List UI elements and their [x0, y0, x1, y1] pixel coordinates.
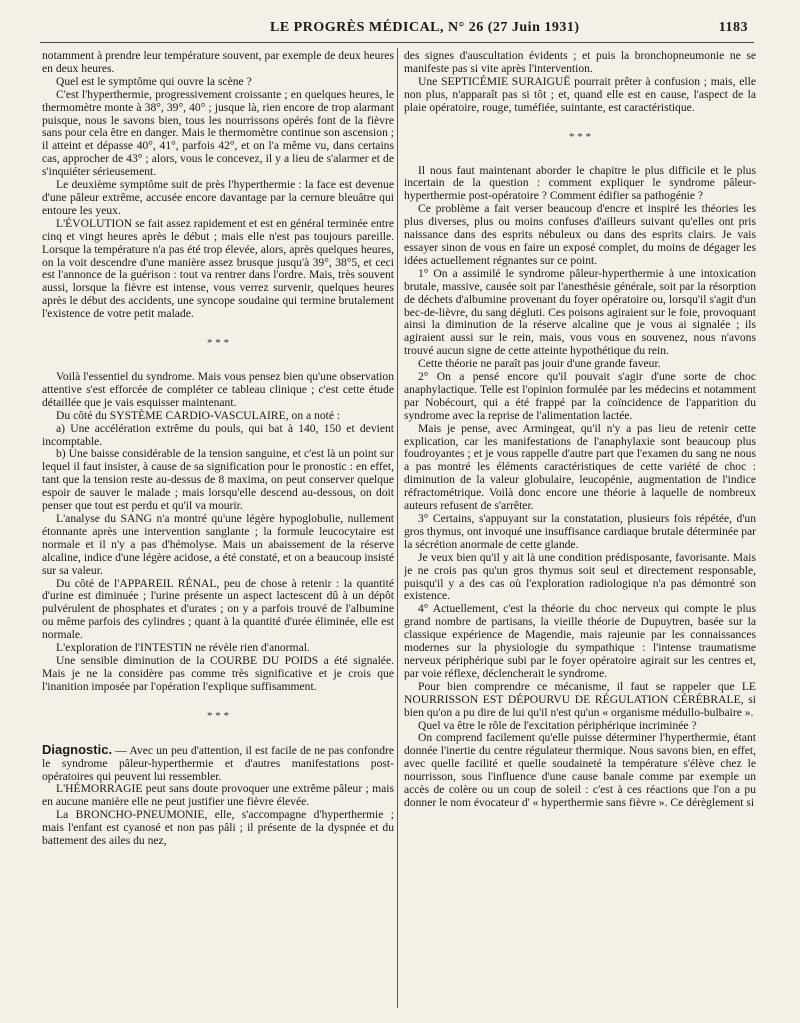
paragraph: 4° Actuellement, c'est la théorie du choc nerveux qui compte le plus grand nombre de partisans, la vieille théorie de Dupuytren, basée sur la classique expérience de Magendie, mais rajeunie par les connaissances modernes sur la physiologie du sympathique : l'intense traumatisme nerveux périphérique subi par le foyer opératoire agirait sur les centres et, par voie réflexe, déclencherait le syndrome. [404, 602, 756, 680]
paragraph: Pour bien comprendre ce mécanisme, il faut se rappeler que LE NOURRISSON EST DÉPOURVU DE RÉGULATION CÉRÉBRALE, si bien qu'on a pu dire de lui qu'il n'est qu'un « organisme médullo-bulbaire ». [404, 679, 756, 719]
paragraph: L'exploration de l'INTESTIN ne révèle rien d'anormal. [56, 641, 310, 655]
section-separator: * * * [569, 130, 591, 143]
paragraph: des signes d'auscultation évidents ; et puis la bronchopneumonie ne se manifeste pas si vite après l'intervention. [404, 50, 756, 75]
paragraph: notamment à prendre leur température souvent, par exemple de deux heures en deux heures. [42, 50, 394, 75]
left-column [42, 50, 394, 1010]
paragraph: Du côté du SYSTÈME CARDIO-VASCULAIRE, on a noté : [56, 408, 341, 422]
paragraph-text: — Avec un peu d'attention, il est facile de ne pas confondre le syndrome pâleur-hyperthermie et d'autres manifestations post-opératoires qui peuvent lui ressembler. [42, 743, 394, 783]
paragraph: On comprend facilement qu'elle puisse déterminer l'hyperthermie, étant donnée l'inertie du centre régulateur thermique. Nous savons bien, en effet, avec quelle facilité et quelle soudaineté la température s'élève chez le nourrisson, sous l'influence d'une cause banale comme par exemple un accès de colère ou un coup de soleil : c'est à ces réactions que l'on a pu donner le nom évocateur d' « hyperthermie sans fièvre ». Ce dérèglement si [404, 731, 756, 809]
paragraph: Je veux bien qu'il y ait là une condition prédisposante, favorisante. Mais je ne crois pas qu'un gros thymus soit seul et directement responsable, puisqu'il y a des cas où l'exploration radiologique n'a pas démontré son existence. [404, 550, 756, 603]
paragraph: Il nous faut maintenant aborder le chapitre le plus difficile et le plus incertain de la question : comment expliquer le syndrome pâleur-hyperthermie post-opératoire ? Comment édifier sa pathogénie ? [404, 163, 756, 203]
paragraph: Quel va être le rôle de l'excitation périphérique incriminée ? [418, 718, 697, 732]
page-header [40, 18, 754, 43]
section-separator: * * * [207, 337, 229, 350]
diagnostic-paragraph [42, 741, 394, 784]
right-column [404, 50, 756, 1010]
paragraph: Cette théorie ne paraît pas jouir d'une grande faveur. [418, 357, 661, 371]
paragraph: Voilà l'essentiel du syndrome. Mais vous pensez bien qu'une observation attentive s'est efforcée de compléter ce tableau clinique ; c'est cette étude détaillée que je vais esquisser maintenant. [42, 370, 394, 409]
paragraph: Du côté de l'APPAREIL RÉNAL, peu de chose à retenir : la quantité d'urine est diminuée ; l'urine présente un aspect lactescent dû à un dépôt pulvérulent de phosphates et d'urates ; on y a parfois trouvé de l'albumine ou même parfois des cylindres ; quant à la quantité d'urée éliminée, elle est normale. [42, 576, 394, 642]
running-title: LE PROGRÈS MÉDICAL, N° 26 (27 Juin 1931) [270, 20, 580, 35]
paragraph: L'ÉVOLUTION se fait assez rapidement et est en général terminée entre cinq et vingt heures après le début ; mais elle n'est pas toujours pareille. Lorsque la température n'a pas été trop élevée, alors, après quelques heures, on la voit descendre d'une manière assez brusque jusqu'à 39°, 38°5, et ceci est l'annonce de la guérison : tout va rentrer dans l'ordre. Mais, très souvent aussi, lorsque la fièvre est intense, vous verrez survenir, quelques heures après le début des accidents, une syncope soudaine qui termine brutalement l'existence de votre petit malade. [42, 216, 394, 321]
paragraph: La BRONCHO-PNEUMONIE, elle, s'accompagne d'hyperthermie ; mais l'enfant est cyanosé et non pas pâli ; il présente de la dyspnée et du battement des ailes du nez, [42, 808, 394, 848]
paragraph: Quel est le symptôme qui ouvre la scène ? [56, 74, 252, 88]
paragraph: C'est l'hyperthermie, progressivement croissante ; en quelques heures, le thermomètre monte à 38°, 39°, 40° ; jusque là, rien encore de trop alarmant puisque, nous le savons bien, tous les nourrissons opérés font de la fièvre sans pour cela être en danger. Mais le thermomètre continue son ascension ; il atteint et dépasse 40°, 41°, parfois 42°, et on l'a même vu, dans certains cas, approcher de 43° ; alors, vous le concevez, il y a lieu de s'alarmer et de s'inquiéter sérieusement. [42, 87, 394, 179]
paragraph: 2° On a pensé encore qu'il pouvait s'agir d'une sorte de choc anaphylactique. Telle est l'opinion formulée par les médecins et notamment par Nobécourt, qui a été frappé par la coïncidence de l'apparition du syndrome avec la reprise de l'alimentation lactée. [404, 370, 756, 422]
paragraph: Ce problème a fait verser beaucoup d'encre et inspiré les théories les plus diverses, plus ou moins confuses d'ailleurs suivant qu'elles ont pris naissance dans des esprits nébuleux ou dans des esprits clairs. Je vais essayer sinon de vous en faire un exposé complet, du moins de dégager les idées actuellement régnantes sur ce point. [404, 202, 756, 267]
paragraph: L'analyse du SANG n'a montré qu'une légère hypoglobulie, nullement étonnante après une intervention sanglante ; la formule leucocytaire est normale et il n'y a pas d'hémolyse. Mais un abaissement de la réserve alcaline, indice d'une légère acidose, a été constaté, et on a beaucoup insisté sur sa valeur. [42, 512, 394, 577]
paragraph: Une SEPTICÉMIE SURAIGUË pourrait prêter à confusion ; mais, elle non plus, n'apparaît pas si tôt ; et, quand elle est en cause, l'aspect de la plaie opératoire, rouge, tuméfiée, suintante, est caractéristique. [404, 74, 756, 114]
page-number: 1183 [718, 20, 748, 35]
paragraph: a) Une accélération extrême du pouls, qui bat à 140, 150 et devient incomptable. [42, 421, 394, 448]
paragraph: Une sensible diminution de la COURBE DU POIDS a été signalée. Mais je ne la considère pas comme très significative et je crois que l'inanition imposée par l'opération l'explique suffisamment. [42, 653, 394, 693]
paragraph: 1° On a assimilé le syndrome pâleur-hyperthermie à une intoxication brutale, massive, causée soit par l'anesthésie générale, soit par la résorption de déchets d'albumine provenant du foyer opératoire ou, lorsqu'il s'agit d'un bec-de-lièvre, du sang dégluti. Ces poisons agiraient sur le foie, provoquant ainsi la diminution de la réserve alcaline que je vous ai signalée ; ils agiraient aussi sur le rein, mais, vous vous en souvenez, nous n'avons trouvé aucun signe de cette atteinte hypothétique du rein. [404, 266, 756, 358]
paragraph: b) Une baisse considérable de la tension sanguine, et c'est là un point sur lequel il faut insister, à cause de sa signification pour le pronostic : en effet, tant que la tension reste au-dessus de 8 maxima, on peut conserver quelque espoir de sauver le malade ; mais lorsqu'elle descend au-dessous, on doit penser que tout est perdu et qu'il va mourir. [42, 447, 394, 513]
paragraph: L'HÉMORRAGIE peut sans doute provoquer une extrême pâleur ; mais en aucune manière elle ne peut justifier une fièvre élevée. [42, 782, 394, 809]
paragraph: 3° Certains, s'appuyant sur la constatation, plusieurs fois répétée, d'un gros thymus, ont invoqué une insuffisance cardiaque brutale déterminée par la sécrétion anormale de cette glande. [404, 512, 756, 551]
section-separator: * * * [207, 709, 229, 722]
section-title: Diagnostic. [42, 741, 113, 757]
column-divider [397, 48, 398, 1008]
paragraph: Le deuxième symptôme suit de près l'hyperthermie : la face est devenue d'une pâleur extrême, accusée encore davantage par la cernure bleuâtre qui entoure les yeux. [42, 178, 394, 217]
paragraph: Mais je pense, avec Armingeat, qu'il n'y a pas lieu de retenir cette explication, car les manifestations de l'anaphylaxie sont beaucoup plus foudroyantes ; et je vous rappelle d'autre part que l'examen du sang ne nous a pas montré les éléments caractéristiques de cette variété de choc : diminution de la valeur globulaire, leucopénie, augmentation de l'indice réfractométrique. Voilà donc encore une théorie à laquelle de nombreux auteurs refusent de s'arrêter. [404, 421, 756, 513]
